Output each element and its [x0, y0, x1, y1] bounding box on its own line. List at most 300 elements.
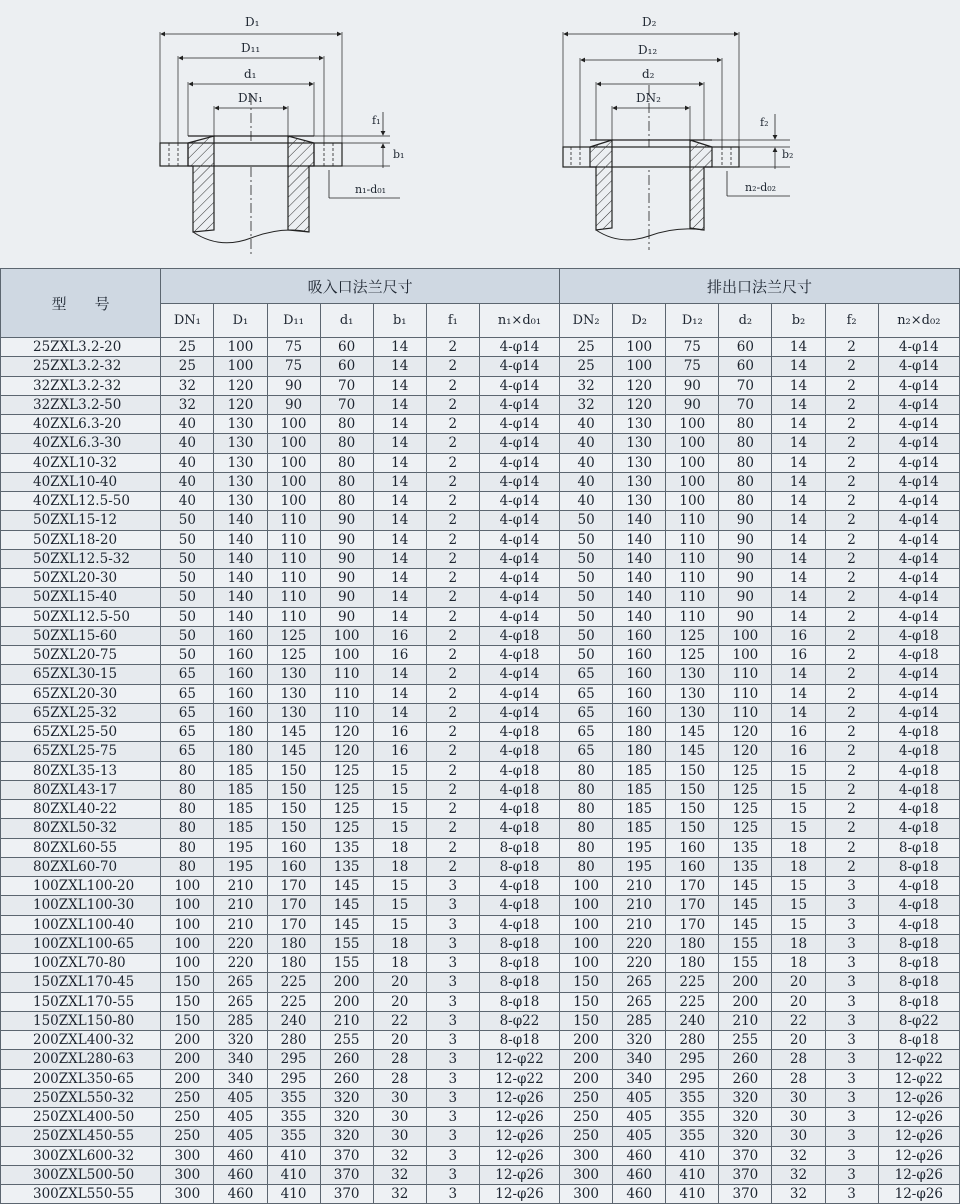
value-cell: 18 [772, 954, 825, 973]
value-cell: 110 [666, 569, 719, 588]
value-cell: 125 [320, 761, 373, 780]
value-cell: 160 [613, 646, 666, 665]
value-cell: 140 [214, 607, 267, 626]
value-cell: 8-φ18 [878, 992, 959, 1011]
value-cell: 80 [320, 472, 373, 491]
value-cell: 140 [214, 511, 267, 530]
value-cell: 75 [267, 338, 320, 357]
value-cell: 145 [719, 896, 772, 915]
value-cell: 12-φ26 [479, 1108, 559, 1127]
value-cell: 2 [825, 723, 878, 742]
value-cell: 8-φ18 [479, 973, 559, 992]
value-cell: 4-φ18 [479, 877, 559, 896]
value-cell: 2 [825, 761, 878, 780]
value-cell: 130 [267, 665, 320, 684]
model-cell: 50ZXL18-20 [1, 530, 161, 549]
value-cell: 20 [373, 992, 426, 1011]
model-cell: 100ZXL70-80 [1, 954, 161, 973]
value-cell: 125 [267, 646, 320, 665]
model-cell: 200ZXL400-32 [1, 1031, 161, 1050]
value-cell: 16 [373, 646, 426, 665]
value-cell: 265 [214, 992, 267, 1011]
value-cell: 100 [267, 434, 320, 453]
value-cell: 70 [320, 376, 373, 395]
value-cell: 355 [666, 1127, 719, 1146]
value-cell: 320 [613, 1031, 666, 1050]
model-cell: 65ZXL25-50 [1, 723, 161, 742]
value-cell: 200 [320, 992, 373, 1011]
value-cell: 195 [613, 857, 666, 876]
value-cell: 355 [267, 1088, 320, 1107]
table-row [1, 1088, 960, 1107]
value-cell: 14 [772, 357, 825, 376]
value-cell: 4-φ14 [479, 511, 559, 530]
value-cell: 150 [161, 1011, 214, 1030]
value-cell: 12-φ26 [479, 1185, 559, 1204]
value-cell: 15 [373, 819, 426, 838]
value-cell: 65 [560, 665, 613, 684]
value-cell: 12-φ26 [878, 1165, 959, 1184]
value-cell: 220 [613, 934, 666, 953]
value-cell: 2 [825, 800, 878, 819]
value-cell: 2 [825, 338, 878, 357]
value-cell: 80 [560, 857, 613, 876]
value-cell: 160 [613, 665, 666, 684]
value-cell: 410 [267, 1165, 320, 1184]
value-cell: 100 [666, 472, 719, 491]
value-cell: 100 [320, 626, 373, 645]
value-cell: 2 [426, 511, 479, 530]
value-cell: 225 [267, 992, 320, 1011]
value-cell: 145 [320, 877, 373, 896]
value-cell: 195 [214, 838, 267, 857]
value-cell: 370 [320, 1185, 373, 1204]
value-cell: 3 [825, 915, 878, 934]
value-cell: 18 [772, 934, 825, 953]
value-cell: 120 [214, 395, 267, 414]
value-cell: 2 [825, 780, 878, 799]
value-cell: 355 [666, 1088, 719, 1107]
value-cell: 135 [719, 838, 772, 857]
value-cell: 210 [214, 915, 267, 934]
value-cell: 265 [613, 992, 666, 1011]
value-cell: 320 [719, 1127, 772, 1146]
table-row [1, 530, 960, 549]
value-cell: 405 [214, 1108, 267, 1127]
value-cell: 16 [772, 646, 825, 665]
value-cell: 4-φ18 [878, 761, 959, 780]
model-cell: 80ZXL60-70 [1, 857, 161, 876]
value-cell: 295 [267, 1069, 320, 1088]
value-cell: 140 [613, 588, 666, 607]
value-cell: 185 [214, 800, 267, 819]
value-cell: 340 [613, 1069, 666, 1088]
value-cell: 180 [666, 934, 719, 953]
value-cell: 4-φ14 [479, 684, 559, 703]
value-cell: 12-φ22 [878, 1050, 959, 1069]
value-cell: 2 [426, 415, 479, 434]
value-cell: 90 [719, 549, 772, 568]
value-cell: 225 [267, 973, 320, 992]
value-cell: 260 [320, 1069, 373, 1088]
value-cell: 90 [719, 588, 772, 607]
value-cell: 8-φ18 [878, 1031, 959, 1050]
value-cell: 4-φ14 [479, 395, 559, 414]
value-cell: 130 [613, 472, 666, 491]
value-cell: 16 [373, 742, 426, 761]
value-cell: 50 [161, 646, 214, 665]
value-cell: 28 [772, 1050, 825, 1069]
value-cell: 460 [613, 1165, 666, 1184]
value-cell: 210 [320, 1011, 373, 1030]
value-cell: 110 [267, 511, 320, 530]
table-row [1, 857, 960, 876]
value-cell: 3 [426, 1185, 479, 1204]
value-cell: 90 [320, 588, 373, 607]
model-cell: 80ZXL43-17 [1, 780, 161, 799]
value-cell: 100 [161, 915, 214, 934]
value-cell: 110 [666, 530, 719, 549]
label-D11: D₁₁ [241, 41, 261, 55]
value-cell: 180 [666, 954, 719, 973]
value-cell: 130 [267, 684, 320, 703]
value-cell: 2 [825, 492, 878, 511]
value-cell: 80 [161, 838, 214, 857]
model-cell: 50ZXL15-60 [1, 626, 161, 645]
value-cell: 4-φ14 [878, 588, 959, 607]
value-cell: 185 [214, 819, 267, 838]
value-cell: 160 [613, 626, 666, 645]
value-cell: 14 [772, 395, 825, 414]
value-cell: 90 [719, 530, 772, 549]
value-cell: 4-φ18 [878, 819, 959, 838]
value-cell: 280 [666, 1031, 719, 1050]
value-cell: 50 [161, 511, 214, 530]
value-cell: 90 [719, 607, 772, 626]
value-cell: 225 [666, 973, 719, 992]
value-cell: 14 [373, 395, 426, 414]
value-cell: 4-φ18 [878, 896, 959, 915]
value-cell: 75 [267, 357, 320, 376]
value-cell: 340 [613, 1050, 666, 1069]
label-D1: D₁ [245, 15, 260, 29]
value-cell: 14 [772, 684, 825, 703]
value-cell: 2 [426, 472, 479, 491]
value-cell: 110 [320, 665, 373, 684]
value-cell: 22 [373, 1011, 426, 1030]
value-cell: 65 [161, 684, 214, 703]
label-n2-d02: n₂-d₀₂ [745, 181, 777, 194]
value-cell: 160 [267, 838, 320, 857]
table-row [1, 646, 960, 665]
value-cell: 28 [772, 1069, 825, 1088]
value-cell: 3 [426, 1108, 479, 1127]
value-cell: 155 [719, 934, 772, 953]
value-cell: 160 [666, 838, 719, 857]
value-cell: 150 [267, 780, 320, 799]
value-cell: 200 [719, 992, 772, 1011]
value-cell: 4-φ14 [878, 549, 959, 568]
value-cell: 12-φ22 [878, 1069, 959, 1088]
value-cell: 220 [214, 934, 267, 953]
value-cell: 130 [613, 434, 666, 453]
value-cell: 135 [719, 857, 772, 876]
value-cell: 140 [214, 569, 267, 588]
value-cell: 3 [825, 896, 878, 915]
value-cell: 180 [267, 934, 320, 953]
value-cell: 120 [613, 395, 666, 414]
value-cell: 120 [613, 376, 666, 395]
value-cell: 30 [373, 1108, 426, 1127]
model-cell: 50ZXL12.5-50 [1, 607, 161, 626]
label-b1: b₁ [393, 148, 405, 161]
value-cell: 210 [214, 896, 267, 915]
value-cell: 30 [373, 1127, 426, 1146]
value-cell: 150 [666, 800, 719, 819]
value-cell: 50 [161, 530, 214, 549]
value-cell: 3 [825, 1146, 878, 1165]
value-cell: 100 [560, 954, 613, 973]
value-cell: 295 [666, 1050, 719, 1069]
value-cell: 405 [613, 1088, 666, 1107]
label-DN2: DN₂ [636, 91, 661, 105]
value-cell: 150 [560, 973, 613, 992]
value-cell: 150 [267, 800, 320, 819]
value-cell: 120 [719, 723, 772, 742]
value-cell: 3 [825, 1031, 878, 1050]
value-cell: 16 [373, 626, 426, 645]
value-cell: 4-φ14 [878, 357, 959, 376]
value-cell: 4-φ14 [479, 588, 559, 607]
value-cell: 15 [373, 896, 426, 915]
value-cell: 4-φ18 [878, 877, 959, 896]
value-cell: 260 [719, 1050, 772, 1069]
value-cell: 50 [560, 646, 613, 665]
value-cell: 150 [267, 761, 320, 780]
value-cell: 145 [320, 915, 373, 934]
value-cell: 4-φ14 [479, 338, 559, 357]
value-cell: 100 [267, 453, 320, 472]
value-cell: 3 [426, 896, 479, 915]
value-cell: 4-φ18 [479, 626, 559, 645]
table-row [1, 607, 960, 626]
value-cell: 2 [825, 415, 878, 434]
model-cell: 50ZXL20-30 [1, 569, 161, 588]
value-cell: 200 [161, 1031, 214, 1050]
value-cell: 280 [267, 1031, 320, 1050]
value-cell: 15 [772, 877, 825, 896]
value-cell: 80 [161, 800, 214, 819]
value-cell: 60 [719, 338, 772, 357]
value-cell: 2 [426, 434, 479, 453]
model-cell: 40ZXL6.3-20 [1, 415, 161, 434]
value-cell: 125 [719, 819, 772, 838]
table-row [1, 665, 960, 684]
value-cell: 70 [719, 376, 772, 395]
value-cell: 4-φ14 [479, 415, 559, 434]
column-header: d₁ [320, 304, 373, 338]
value-cell: 200 [719, 973, 772, 992]
value-cell: 65 [161, 723, 214, 742]
value-cell: 145 [666, 742, 719, 761]
value-cell: 32 [772, 1165, 825, 1184]
model-cell: 250ZXL400-50 [1, 1108, 161, 1127]
value-cell: 100 [560, 896, 613, 915]
value-cell: 65 [161, 665, 214, 684]
value-cell: 185 [214, 780, 267, 799]
value-cell: 2 [426, 549, 479, 568]
label-f2: f₂ [760, 116, 769, 129]
value-cell: 100 [267, 415, 320, 434]
value-cell: 70 [320, 395, 373, 414]
value-cell: 14 [772, 338, 825, 357]
model-cell: 50ZXL12.5-32 [1, 549, 161, 568]
model-cell: 150ZXL150-80 [1, 1011, 161, 1030]
flange-dimension-table [0, 268, 960, 1204]
value-cell: 355 [666, 1108, 719, 1127]
value-cell: 155 [719, 954, 772, 973]
value-cell: 80 [719, 415, 772, 434]
value-cell: 145 [719, 915, 772, 934]
value-cell: 370 [719, 1146, 772, 1165]
value-cell: 140 [613, 511, 666, 530]
value-cell: 4-φ14 [878, 453, 959, 472]
model-cell: 150ZXL170-45 [1, 973, 161, 992]
value-cell: 2 [426, 569, 479, 588]
model-cell: 80ZXL60-55 [1, 838, 161, 857]
value-cell: 50 [560, 511, 613, 530]
table-row [1, 434, 960, 453]
model-cell: 250ZXL550-32 [1, 1088, 161, 1107]
value-cell: 4-φ14 [878, 684, 959, 703]
value-cell: 20 [772, 1031, 825, 1050]
table-row [1, 684, 960, 703]
value-cell: 170 [666, 915, 719, 934]
value-cell: 80 [719, 472, 772, 491]
label-f1: f₁ [372, 114, 381, 127]
table-row [1, 1050, 960, 1069]
value-cell: 3 [825, 1165, 878, 1184]
value-cell: 14 [772, 415, 825, 434]
value-cell: 3 [426, 934, 479, 953]
value-cell: 2 [825, 588, 878, 607]
value-cell: 160 [613, 703, 666, 722]
value-cell: 4-φ14 [479, 492, 559, 511]
label-D2: D₂ [642, 15, 657, 29]
value-cell: 125 [666, 646, 719, 665]
value-cell: 3 [426, 1088, 479, 1107]
table-body [1, 338, 960, 1204]
value-cell: 170 [267, 877, 320, 896]
value-cell: 405 [613, 1127, 666, 1146]
value-cell: 100 [613, 338, 666, 357]
value-cell: 12-φ26 [878, 1146, 959, 1165]
value-cell: 4-φ14 [479, 549, 559, 568]
model-cell: 80ZXL40-22 [1, 800, 161, 819]
value-cell: 3 [426, 877, 479, 896]
value-cell: 40 [560, 453, 613, 472]
table-row [1, 1108, 960, 1127]
value-cell: 185 [613, 819, 666, 838]
value-cell: 2 [426, 646, 479, 665]
column-header: DN₂ [560, 304, 613, 338]
table-row [1, 896, 960, 915]
value-cell: 2 [825, 742, 878, 761]
value-cell: 125 [267, 626, 320, 645]
value-cell: 155 [320, 954, 373, 973]
value-cell: 8-φ18 [479, 954, 559, 973]
value-cell: 120 [719, 742, 772, 761]
value-cell: 460 [613, 1185, 666, 1204]
table-row [1, 934, 960, 953]
value-cell: 15 [373, 800, 426, 819]
value-cell: 50 [161, 626, 214, 645]
value-cell: 40 [161, 492, 214, 511]
value-cell: 60 [320, 338, 373, 357]
value-cell: 130 [666, 665, 719, 684]
value-cell: 4-φ18 [479, 896, 559, 915]
value-cell: 3 [426, 992, 479, 1011]
value-cell: 100 [719, 626, 772, 645]
value-cell: 14 [772, 530, 825, 549]
value-cell: 2 [825, 626, 878, 645]
value-cell: 40 [161, 415, 214, 434]
value-cell: 4-φ18 [479, 819, 559, 838]
value-cell: 100 [666, 434, 719, 453]
value-cell: 2 [825, 607, 878, 626]
value-cell: 30 [772, 1108, 825, 1127]
value-cell: 50 [161, 607, 214, 626]
value-cell: 140 [214, 549, 267, 568]
value-cell: 160 [214, 646, 267, 665]
value-cell: 100 [161, 954, 214, 973]
value-cell: 50 [560, 569, 613, 588]
table-row [1, 472, 960, 491]
value-cell: 100 [320, 646, 373, 665]
value-cell: 150 [267, 819, 320, 838]
value-cell: 195 [613, 838, 666, 857]
value-cell: 80 [719, 434, 772, 453]
value-cell: 410 [666, 1185, 719, 1204]
value-cell: 3 [825, 934, 878, 953]
value-cell: 200 [161, 1050, 214, 1069]
label-d1: d₁ [244, 67, 257, 81]
value-cell: 140 [214, 588, 267, 607]
model-cell: 25ZXL3.2-32 [1, 357, 161, 376]
value-cell: 110 [666, 607, 719, 626]
value-cell: 14 [373, 376, 426, 395]
value-cell: 90 [719, 511, 772, 530]
value-cell: 250 [560, 1088, 613, 1107]
value-cell: 100 [719, 646, 772, 665]
value-cell: 145 [320, 896, 373, 915]
value-cell: 2 [426, 607, 479, 626]
value-cell: 160 [666, 857, 719, 876]
value-cell: 145 [666, 723, 719, 742]
value-cell: 200 [320, 973, 373, 992]
value-cell: 100 [560, 877, 613, 896]
value-cell: 3 [825, 877, 878, 896]
value-cell: 14 [772, 588, 825, 607]
value-cell: 4-φ14 [479, 472, 559, 491]
value-cell: 65 [560, 703, 613, 722]
value-cell: 15 [373, 761, 426, 780]
table-row [1, 761, 960, 780]
value-cell: 100 [560, 934, 613, 953]
value-cell: 3 [426, 1069, 479, 1088]
value-cell: 4-φ14 [878, 492, 959, 511]
column-header: n₂×d₀₂ [878, 304, 959, 338]
